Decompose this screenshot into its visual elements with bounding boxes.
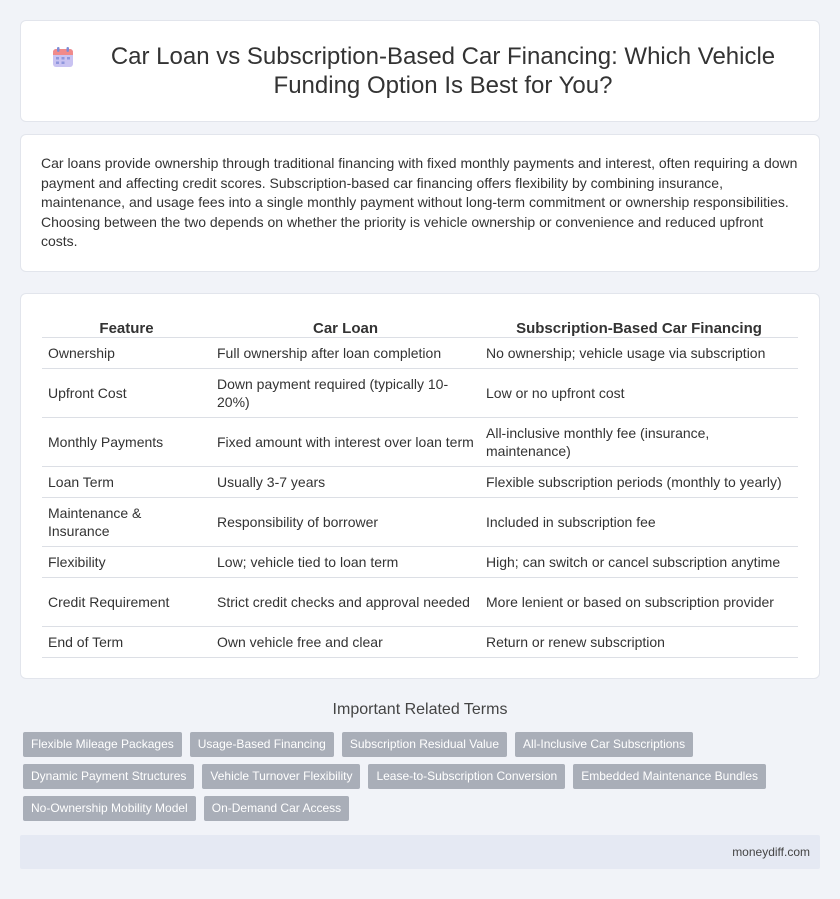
related-term-tag[interactable]: Vehicle Turnover Flexibility	[202, 764, 360, 789]
table-row	[42, 368, 798, 417]
related-term-tag[interactable]: Usage-Based Financing	[190, 732, 334, 757]
row-feature: Ownership	[42, 337, 211, 368]
row-car-loan: Responsibility of borrower	[211, 497, 480, 546]
intro-text: Car loans provide ownership through traditional financing with fixed monthly payments and interest, often requiring a down payment and affecting credit scores. Subscription-based car financing offers flexibility by combining insurance, maintenance, and usage fees into a single monthly payment without long-term commitment or ownership responsibilities. Choosing between the two depends on whether the priority is vehicle ownership or convenience and reduced upfront costs.	[41, 155, 798, 250]
row-feature: End of Term	[42, 626, 211, 657]
related-term-tag[interactable]: Flexible Mileage Packages	[23, 732, 182, 757]
table-row	[42, 417, 798, 466]
comparison-card	[20, 293, 820, 679]
table-row	[42, 626, 798, 657]
row-feature: Maintenance & Insurance	[42, 497, 211, 546]
related-terms-tags	[23, 732, 803, 828]
calendar-icon	[51, 45, 75, 69]
header-car-loan: Car Loan	[211, 316, 480, 337]
header-feature: Feature	[42, 316, 211, 337]
row-car-loan: Usually 3-7 years	[211, 466, 480, 497]
comparison-table	[42, 316, 798, 658]
related-term-tag[interactable]: All-Inclusive Car Subscriptions	[515, 732, 693, 757]
row-subscription: Included in subscription fee	[480, 497, 798, 546]
row-feature: Monthly Payments	[42, 417, 211, 466]
row-subscription: Low or no upfront cost	[480, 368, 798, 417]
title-card	[20, 20, 820, 122]
footer	[20, 835, 820, 869]
row-car-loan: Full ownership after loan completion	[211, 337, 480, 368]
intro-card	[20, 134, 820, 272]
table-header-row	[42, 316, 798, 337]
table-row	[42, 546, 798, 577]
row-subscription: All-inclusive monthly fee (insurance, maintenance)	[480, 417, 798, 466]
row-subscription: More lenient or based on subscription provider	[480, 577, 798, 626]
related-term-tag[interactable]: Lease-to-Subscription Conversion	[368, 764, 565, 789]
row-car-loan: Own vehicle free and clear	[211, 626, 480, 657]
row-feature: Upfront Cost	[42, 368, 211, 417]
row-subscription: Flexible subscription periods (monthly to yearly)	[480, 466, 798, 497]
row-car-loan: Strict credit checks and approval needed	[211, 577, 480, 626]
row-car-loan: Down payment required (typically 10-20%)	[211, 368, 480, 417]
table-row	[42, 337, 798, 368]
related-term-tag[interactable]: On-Demand Car Access	[204, 796, 349, 821]
related-term-tag[interactable]: Dynamic Payment Structures	[23, 764, 194, 789]
row-feature: Loan Term	[42, 466, 211, 497]
related-terms-heading: Important Related Terms	[332, 701, 508, 718]
table-row	[42, 577, 798, 626]
related-term-tag[interactable]: No-Ownership Mobility Model	[23, 796, 196, 821]
row-subscription: Return or renew subscription	[480, 626, 798, 657]
related-term-tag[interactable]: Embedded Maintenance Bundles	[573, 764, 766, 789]
row-feature: Flexibility	[42, 546, 211, 577]
row-car-loan: Fixed amount with interest over loan term	[211, 417, 480, 466]
row-subscription: No ownership; vehicle usage via subscription	[480, 337, 798, 368]
row-feature: Credit Requirement	[42, 577, 211, 626]
table-row	[42, 497, 798, 546]
related-term-tag[interactable]: Subscription Residual Value	[342, 732, 507, 757]
table-row	[42, 466, 798, 497]
row-subscription: High; can switch or cancel subscription anytime	[480, 546, 798, 577]
row-car-loan: Low; vehicle tied to loan term	[211, 546, 480, 577]
page-title: Car Loan vs Subscription-Based Car Financing: Which Vehicle Funding Option Is Best for You?	[110, 43, 776, 99]
footer-site[interactable]: moneydiff.com	[732, 845, 810, 859]
header-subscription: Subscription-Based Car Financing	[480, 316, 798, 337]
